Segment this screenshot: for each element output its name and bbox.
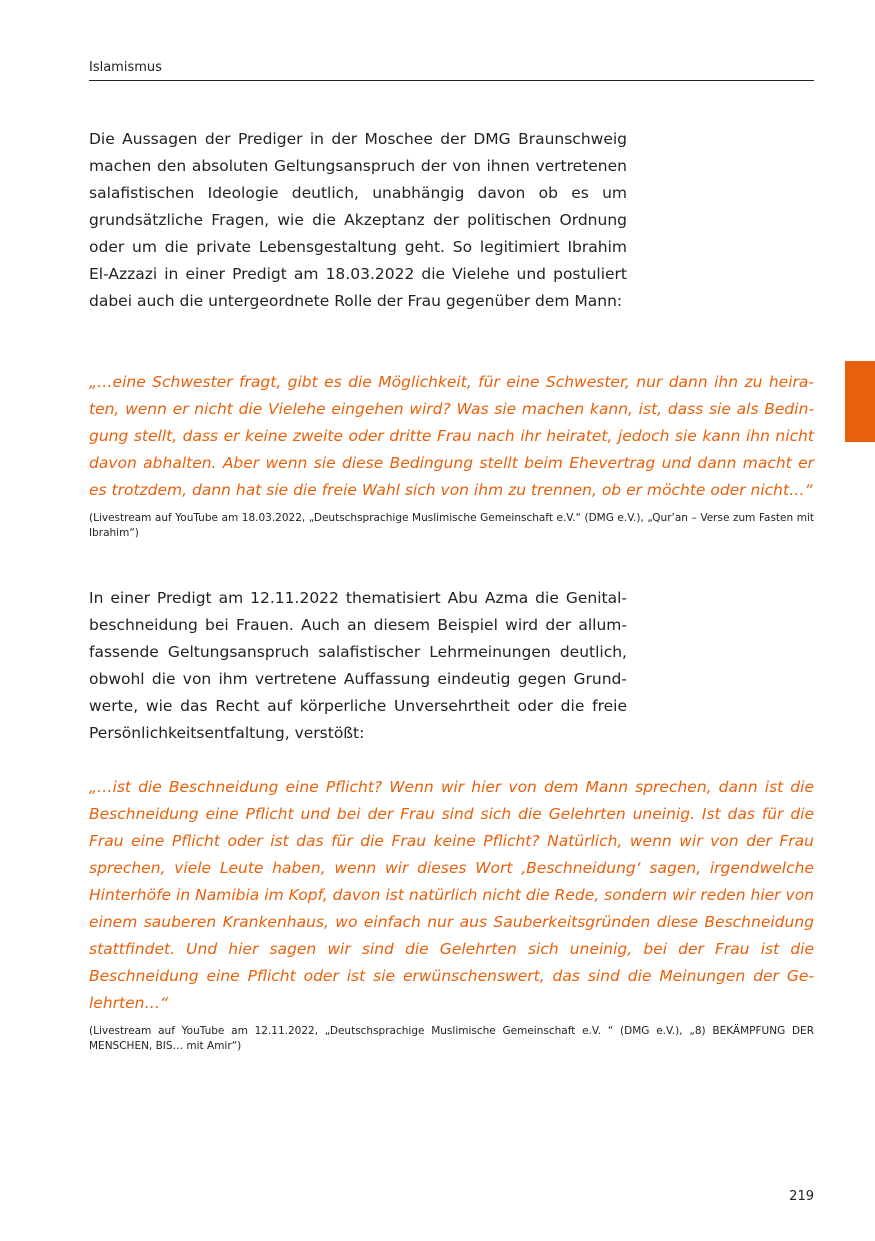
quote-source-2: (Livestream auf YouTube am 12.11.2022, „Deutschsprachige Muslimische Gemeinschaft e.V. “ (DMG e.V.), „8) BEKÄMPFUNG DER MENSCHEN, BIS… mit Amir“) (89, 1025, 814, 1052)
header-title: Islamismus (89, 60, 162, 75)
body-paragraph-1: Die Aussagen der Prediger in der Moschee der DMG Braunschweig machen den absoluten Geltungsanspruch der von ihnen vertretenen salafistischen Ideologie deutlich, unabhängig davon ob es um grundsätzliche Fragen, wie die Akzeptanz der politischen Ordnung oder um die private Lebensgestaltung geht. So legitimiert Ibrahim El-Azzazi in einer Predigt am 18.03.2022 die Vielehe und postuliert dabei auch die untergeordnete Rolle der Frau gegenüber dem Mann: (89, 130, 627, 310)
quote-source-1: (Livestream auf YouTube am 18.03.2022, „Deutschsprachige Muslimische Gemeinschaft e.V.“ (DMG e.V.), „Qur’an – Verse zum Fasten mit Ibrahim“) (89, 512, 814, 539)
body-paragraph-2: In einer Predigt am 12.11.2022 thematisiert Abu Azma die Genitalbeschneidung bei Frauen. Auch an diesem Beispiel wird der allumfassende Geltungsanspruch salafistischer Lehrmeinungen deutlich, obwohl die von ihm vertretene Auffassung eindeutig gegen Grundwerte, wie das Recht auf körperliche Unversehrtheit oder die freie Persönlichkeitsentfaltung, verstößt: (89, 589, 627, 742)
quote-1: „…eine Schwester fragt, gibt es die Möglichkeit, für eine Schwester, nur dann ihn zu heiraten, wenn er nicht die Vielehe eingehen wird? Was sie machen kann, ist, dass sie als Bedingung stellt, dass er keine zweite oder dritte Frau nach ihr heiratet, jedoch sie kann ihn nicht davon abhalten. Aber wenn sie diese Bedingung stellt beim Ehevertrag und dann macht er es trotzdem, dann hat sie die freie Wahl sich von ihm zu trennen, ob er möchte oder nicht…“ (89, 373, 814, 499)
page-number: 219 (789, 1189, 814, 1204)
chapter-tab-marker (845, 361, 875, 442)
quote-2: „…ist die Beschneidung eine Pflicht? Wenn wir hier von dem Mann sprechen, dann ist die Beschneidung eine Pflicht und bei der Frau sind sich die Gelehrten uneinig. Ist das für die Frau eine Pflicht oder ist das für die Frau keine Pflicht? Natürlich, wenn wir von der Frau sprechen, viele Leute haben, wenn wir dieses Wort ‚Beschneidung‘ sagen, irgendwelche Hinterhöfe in Namibia im Kopf, davon ist natürlich nicht die Rede, sondern wir reden hier von einem sauberen Krankenhaus, wo einfach nur aus Sauberkeitsgründen diese Beschneidung stattfindet. Und hier sagen wir sind die Gelehrten sich uneinig, bei der Frau ist die Beschneidung eine Pflicht oder ist sie erwünschenswert, das sind die Meinungen der Gelehrten…“ (89, 778, 814, 1012)
running-header (89, 56, 814, 81)
